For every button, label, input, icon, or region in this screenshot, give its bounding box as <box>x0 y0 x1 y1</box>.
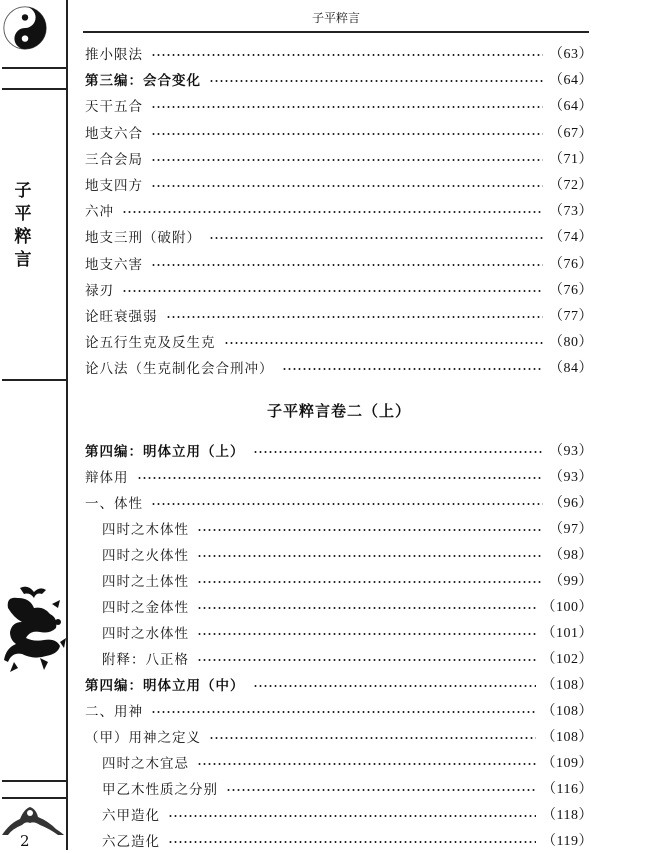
margin-divider <box>2 88 66 90</box>
dot-leader <box>209 80 543 82</box>
dot-leader <box>197 607 536 609</box>
dot-leader <box>151 503 543 505</box>
toc-entry-page: （100） <box>541 600 593 615</box>
toc-entry-page: （77） <box>549 309 593 324</box>
running-head-rule <box>83 31 589 33</box>
margin-divider <box>2 797 66 799</box>
toc-entry-title: 地支四方 <box>85 178 143 194</box>
dot-leader <box>151 106 543 108</box>
toc-entry-title: 六乙造化 <box>102 834 160 850</box>
toc-entry-title: 地支六合 <box>85 126 143 142</box>
toc-entry-page: （108） <box>541 678 593 693</box>
dot-leader <box>197 555 543 557</box>
toc-entry-page: （74） <box>549 230 593 245</box>
spine-char: 粹 <box>14 227 32 247</box>
toc-entry[interactable] <box>85 66 593 92</box>
toc-entry-page: （76） <box>549 283 593 298</box>
dot-leader <box>226 789 536 791</box>
toc-entry[interactable] <box>85 671 593 697</box>
toc-entry[interactable] <box>85 723 593 749</box>
dot-leader <box>122 290 543 292</box>
toc-entry[interactable] <box>85 276 593 302</box>
toc-entry[interactable] <box>85 171 593 197</box>
toc-entry[interactable] <box>85 541 593 567</box>
toc-entry-title: 甲乙木性质之分别 <box>102 782 218 798</box>
toc-entry-page: （84） <box>549 361 593 376</box>
toc-entry[interactable] <box>85 593 593 619</box>
margin-rule <box>66 0 68 850</box>
toc-entry-title: 六甲造化 <box>102 808 160 824</box>
toc-entry-title: 论八法（生克制化会合刑冲） <box>85 361 274 377</box>
toc-entry-page: （101） <box>541 626 593 641</box>
toc-entry[interactable] <box>85 223 593 249</box>
dot-leader <box>209 237 543 239</box>
toc-entry-page: （64） <box>549 73 593 88</box>
toc-entry-page: （119） <box>542 834 593 849</box>
toc-entry-title: 地支三刑（破附） <box>85 230 201 246</box>
toc-entry-title: 地支六害 <box>85 257 143 273</box>
section-heading: 子平粹言卷二（上） <box>266 402 411 420</box>
toc-entry-title: 论五行生克及反生克 <box>85 335 216 351</box>
toc-entry-page: （97） <box>549 522 593 537</box>
dot-leader <box>209 737 536 739</box>
toc-entry[interactable] <box>85 119 593 145</box>
toc-entry-page: （63） <box>549 47 593 62</box>
toc-entry[interactable] <box>85 197 593 223</box>
toc-entry[interactable] <box>85 515 593 541</box>
toc-entry-page: （64） <box>549 99 593 114</box>
toc-entry-page: （73） <box>549 204 593 219</box>
page-number: 2 <box>20 832 30 850</box>
toc-entry-title: 辩体用 <box>85 470 129 486</box>
toc-entry-title: 论旺衰强弱 <box>85 309 158 325</box>
dot-leader <box>151 264 543 266</box>
toc-entry-title: 四时之火体性 <box>102 548 189 564</box>
toc-entry-page: （116） <box>542 782 593 797</box>
dot-leader <box>197 529 543 531</box>
toc-entry-page: （71） <box>549 152 593 167</box>
dot-leader <box>151 185 543 187</box>
spine-char: 平 <box>14 204 32 224</box>
margin-divider <box>2 780 66 782</box>
spine-char: 子 <box>14 181 32 201</box>
toc-entry[interactable] <box>85 645 593 671</box>
toc-entry[interactable] <box>85 145 593 171</box>
toc-entry[interactable] <box>85 92 593 118</box>
dot-leader <box>197 581 543 583</box>
toc-entry-page: （108） <box>541 730 593 745</box>
toc-entry-title: 四时之木宜忌 <box>102 756 189 772</box>
dot-leader <box>151 159 543 161</box>
yin-yang-icon <box>2 5 48 51</box>
floral-ornament-icon <box>0 805 66 835</box>
toc-entry-page: （93） <box>549 470 593 485</box>
dot-leader <box>224 342 544 344</box>
dot-leader <box>197 659 536 661</box>
toc-entry-page: （76） <box>549 257 593 272</box>
toc-entry-title: 禄刃 <box>85 283 114 299</box>
dot-leader <box>166 316 544 318</box>
toc-entry[interactable] <box>85 354 593 380</box>
toc-entry-title: 四时之水体性 <box>102 626 189 642</box>
toc-entry-title: 一、体性 <box>85 496 143 512</box>
toc-entry-title: 第四编：明体立用（上） <box>85 444 245 460</box>
toc-entry-title: 二、用神 <box>85 704 143 720</box>
toc-entry-page: （93） <box>549 444 593 459</box>
margin-divider <box>2 67 66 69</box>
toc-entry[interactable] <box>85 619 593 645</box>
toc-entry[interactable] <box>85 697 593 723</box>
toc-entry-page: （108） <box>541 704 593 719</box>
running-head: 子平粹言 <box>311 11 360 25</box>
toc-entry[interactable] <box>85 250 593 276</box>
dot-leader <box>253 451 544 453</box>
toc-entry-title: 推小限法 <box>85 47 143 63</box>
dot-leader <box>137 477 544 479</box>
toc-entry[interactable] <box>85 775 593 801</box>
dot-leader <box>197 633 536 635</box>
dot-leader <box>282 368 544 370</box>
toc-entry-page: （109） <box>541 756 593 771</box>
dot-leader <box>253 685 536 687</box>
toc-entry[interactable] <box>85 302 593 328</box>
toc-entry[interactable] <box>85 749 593 775</box>
toc-entry-title: 附释：八正格 <box>102 652 189 668</box>
dot-leader <box>197 763 536 765</box>
toc-entry-page: （118） <box>542 808 593 823</box>
toc-entry-title: 四时之金体性 <box>102 600 189 616</box>
margin-divider <box>2 379 66 381</box>
toc-entry-title: 第四编：明体立用（中） <box>85 678 245 694</box>
toc-entry[interactable] <box>85 489 593 515</box>
toc-entry[interactable] <box>85 40 593 66</box>
dot-leader <box>122 211 543 213</box>
toc-entry-page: （99） <box>549 574 593 589</box>
toc-entry[interactable] <box>85 567 593 593</box>
spine-char: 言 <box>14 250 32 270</box>
toc-entry[interactable] <box>85 801 593 827</box>
toc-entry-page: （72） <box>549 178 593 193</box>
dot-leader <box>151 133 543 135</box>
toc-entry-title: 四时之土体性 <box>102 574 189 590</box>
toc-entry-title: 天干五合 <box>85 99 143 115</box>
dot-leader <box>151 711 536 713</box>
toc-entry-page: （96） <box>549 496 593 511</box>
dot-leader <box>168 815 536 817</box>
toc-entry-title: 三合会局 <box>85 152 143 168</box>
toc-entry-page: （98） <box>549 548 593 563</box>
toc-entry[interactable] <box>85 827 593 853</box>
toc-entry-title: 第三编：会合变化 <box>85 73 201 89</box>
toc-entry-page: （102） <box>541 652 593 667</box>
dot-leader <box>151 54 543 56</box>
spine-title <box>10 180 36 272</box>
toc-entry[interactable] <box>85 328 593 354</box>
dragon-icon <box>0 582 66 674</box>
toc-entry[interactable] <box>85 463 593 489</box>
dot-leader <box>168 841 536 843</box>
toc-entry-page: （80） <box>549 335 593 350</box>
toc-entry-title: （甲）用神之定义 <box>85 730 201 746</box>
toc-entry-page: （67） <box>549 126 593 141</box>
toc-entry-title: 六冲 <box>85 204 114 220</box>
toc-entry[interactable] <box>85 437 593 463</box>
toc-entry-title: 四时之木体性 <box>102 522 189 538</box>
